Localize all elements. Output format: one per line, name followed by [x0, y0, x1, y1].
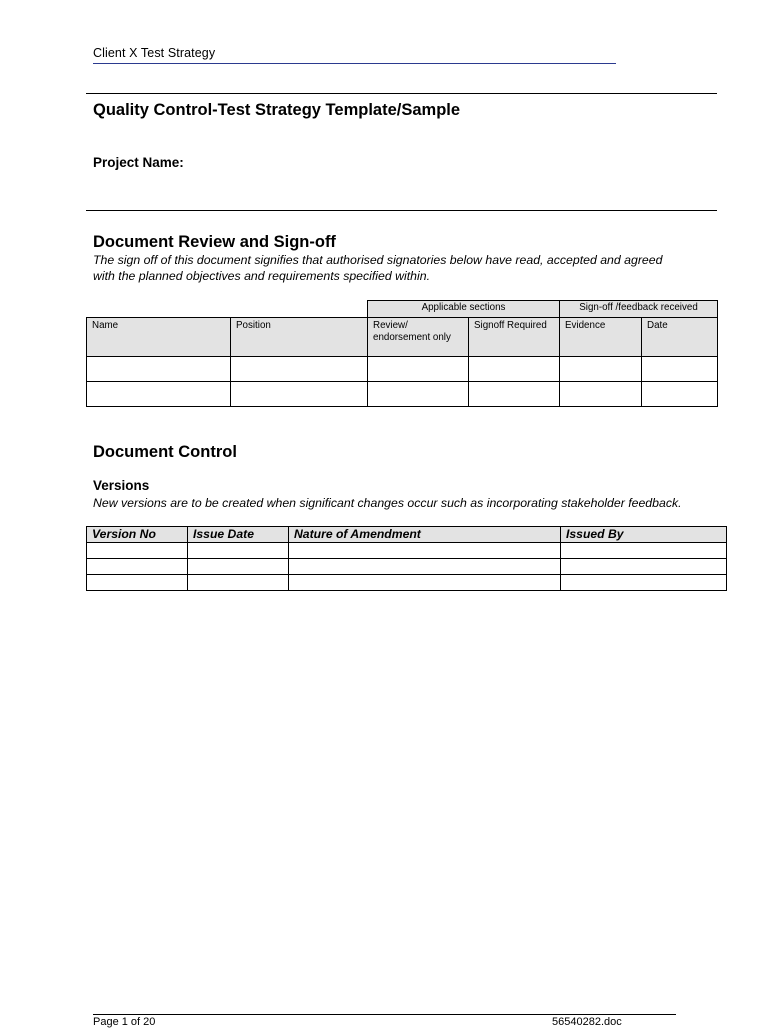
table-cell — [368, 382, 469, 407]
title-bottom-rule — [86, 210, 717, 211]
project-name-label: Project Name: — [93, 155, 184, 170]
table-cell — [561, 575, 727, 591]
group-applicable-sections: Applicable sections — [368, 301, 560, 318]
col-review-endorsement: Review/ endorsement only — [368, 318, 469, 357]
signoff-group-row — [87, 301, 718, 318]
table-row — [87, 575, 727, 591]
table-cell — [469, 357, 560, 382]
table-row — [87, 382, 718, 407]
table-cell — [561, 559, 727, 575]
table-cell — [188, 575, 289, 591]
col-issued-by: Issued By — [561, 527, 727, 543]
group-signoff-feedback: Sign-off /feedback received — [560, 301, 718, 318]
table-cell — [87, 382, 231, 407]
table-cell — [188, 559, 289, 575]
col-version-no: Version No — [87, 527, 188, 543]
table-cell — [561, 543, 727, 559]
footer-filename: 56540282.doc — [552, 1016, 622, 1028]
table-cell — [87, 543, 188, 559]
table-cell — [560, 357, 642, 382]
footer-rule — [93, 1014, 676, 1015]
table-cell — [642, 382, 718, 407]
review-heading: Document Review and Sign-off — [93, 233, 336, 251]
footer-page-number: Page 1 of 20 — [93, 1016, 156, 1028]
table-row — [87, 559, 727, 575]
signoff-table — [86, 300, 718, 407]
versions-header-row — [87, 527, 727, 543]
col-signoff-required: Signoff Required — [469, 318, 560, 357]
col-position: Position — [231, 318, 368, 357]
table-cell — [231, 382, 368, 407]
table-cell — [560, 382, 642, 407]
table-cell — [231, 357, 368, 382]
col-nature-of-amendment: Nature of Amendment — [289, 527, 561, 543]
title-top-rule — [86, 93, 717, 94]
header-rule — [93, 63, 616, 64]
blank-group-cell — [87, 301, 368, 318]
table-cell — [469, 382, 560, 407]
table-cell — [289, 543, 561, 559]
document-title: Quality Control-Test Strategy Template/Sample — [93, 101, 461, 119]
versions-table — [86, 526, 727, 591]
table-cell — [642, 357, 718, 382]
versions-heading: Versions — [93, 478, 150, 493]
col-evidence: Evidence — [560, 318, 642, 357]
versions-description: New versions are to be created when significant changes occur such as incorporating stakeholder feedback. — [93, 496, 682, 510]
review-description: The sign off of this document signifies that authorised signatories below have read, accepted and agreed with the planned objectives and requirements specified within. — [93, 253, 663, 283]
table-cell — [87, 575, 188, 591]
header-title: Client X Test Strategy — [93, 46, 216, 60]
table-cell — [368, 357, 469, 382]
document-control-heading: Document Control — [93, 443, 237, 461]
table-cell — [87, 357, 231, 382]
table-cell — [188, 543, 289, 559]
table-row — [87, 543, 727, 559]
col-name: Name — [87, 318, 231, 357]
signoff-header-row — [87, 318, 718, 357]
table-cell — [87, 559, 188, 575]
col-date: Date — [642, 318, 718, 357]
table-cell — [289, 575, 561, 591]
table-cell — [289, 559, 561, 575]
table-row — [87, 357, 718, 382]
col-issue-date: Issue Date — [188, 527, 289, 543]
